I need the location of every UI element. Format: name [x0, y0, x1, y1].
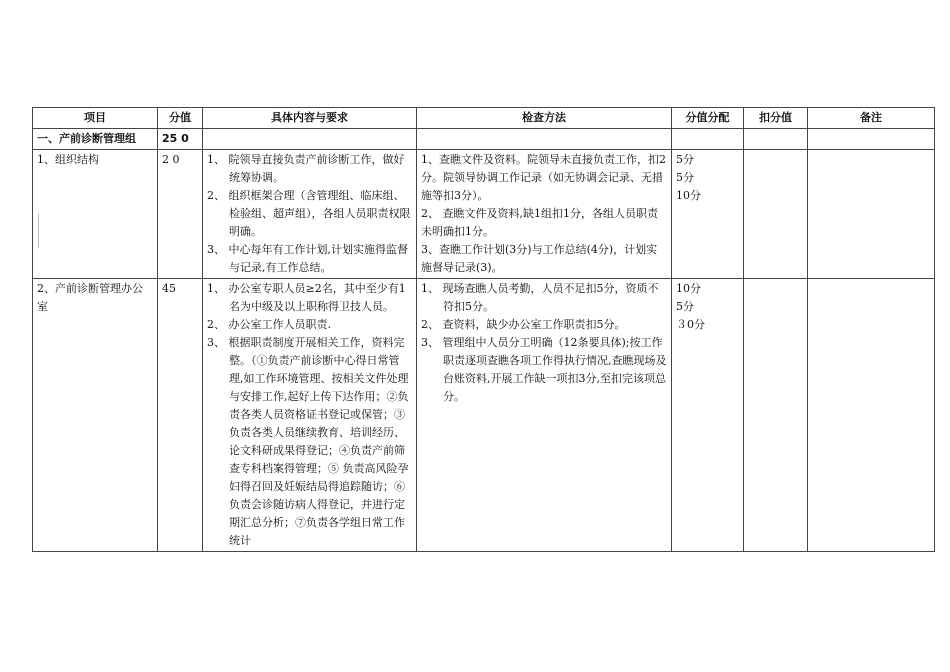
- item-cell: 1、组织结构: [33, 150, 158, 279]
- deduction-cell: [744, 279, 808, 552]
- section-row: [33, 129, 935, 150]
- content-cell: [203, 150, 417, 279]
- remarks-cell: [808, 150, 935, 279]
- method-line: 2、 查瞧文件及资料,缺1组扣1分，各组人员职责未明确扣1分。: [421, 207, 658, 238]
- method-line: 3、查瞧工作计划(3分)与工作总结(4分)，计划实施督导记录(3)。: [421, 243, 658, 274]
- method-cell: [417, 279, 672, 552]
- table-row: [33, 150, 935, 279]
- allocation-line: 10分: [676, 189, 701, 202]
- header-allocation: 分值分配: [672, 108, 744, 129]
- deduction-cell: [744, 150, 808, 279]
- allocation-line: ３0分: [676, 318, 705, 331]
- allocation-line: 10分: [676, 282, 701, 295]
- content-cell: [203, 279, 417, 552]
- content-line: 3、 根据职责制度开展相关工作，资料完整。（①负责产前诊断中心得日常管理,如工作环境管理、按相关文件处理与安排工作,起好上传下达作用；②负责各类人员资格证书登记或保管；③负责各类人员继续教育、培训经历、论文科研成果得登记；④负责产前筛查专科档案得管理；⑤ 负责高风险孕妇得召回及妊娠结局得追踪随访；⑥负责会诊随访病人得登记，并进行定期汇总分析；⑦负责各学组日常工作统计: [207, 336, 409, 547]
- table-row: [33, 279, 935, 552]
- section-title: 一、产前诊断管理组: [33, 129, 158, 150]
- allocation-line: 5分: [676, 153, 694, 166]
- header-method: 检查方法: [417, 108, 672, 129]
- method-line: 2、 查资料，缺少办公室工作职责扣5分。: [421, 318, 626, 331]
- header-content: 具体内容与要求: [203, 108, 417, 129]
- allocation-line: 5分: [676, 300, 694, 313]
- score-cell: 2 0: [158, 150, 203, 279]
- inspection-table: [32, 107, 935, 552]
- method-line: 3、 管理组中人员分工明确（12条要具体);按工作职责逐项查瞧各项工作得执行情况,查瞧现场及台账资料,开展工作缺一项扣3分,至扣完该项总分。: [421, 336, 667, 403]
- method-line: 1、查瞧文件及资料。院领导未直接负责工作，扣2分。院领导协调工作记录（如无协调会记录、无措施等扣3分）。: [421, 153, 666, 202]
- item-cell: 2、产前诊断管理办公室: [33, 279, 158, 552]
- content-line: 2、 办公室工作人员职责.: [207, 318, 331, 331]
- allocation-cell: [672, 279, 744, 552]
- header-item: 项目: [33, 108, 158, 129]
- remarks-cell: [808, 279, 935, 552]
- content-line: 1、 院领导直接负责产前诊断工作，做好统筹协调。: [207, 153, 405, 184]
- allocation-cell: [672, 150, 744, 279]
- header-score: 分值: [158, 108, 203, 129]
- score-cell: 45: [158, 279, 203, 552]
- section-score: 25 0: [158, 129, 203, 150]
- method-line: 1、 现场查瞧人员考勤，人员不足扣5分，资质不符扣5分。: [421, 282, 659, 313]
- method-cell: [417, 150, 672, 279]
- content-line: 3、 中心每年有工作计划,计划实施得监督与记录,有工作总结。: [207, 243, 408, 274]
- content-line: 2、 组织框架合理（含管理组、临床组、检验组、超声组），各组人员职责权限明确。: [207, 189, 411, 238]
- header-row: [33, 108, 935, 129]
- allocation-line: 5分: [676, 171, 694, 184]
- header-remarks: 备注: [808, 108, 935, 129]
- content-line: 1、 办公室专职人员≥2名，其中至少有1名为中级及以上职称得卫技人员。: [207, 282, 406, 313]
- header-deduction: 扣分值: [744, 108, 808, 129]
